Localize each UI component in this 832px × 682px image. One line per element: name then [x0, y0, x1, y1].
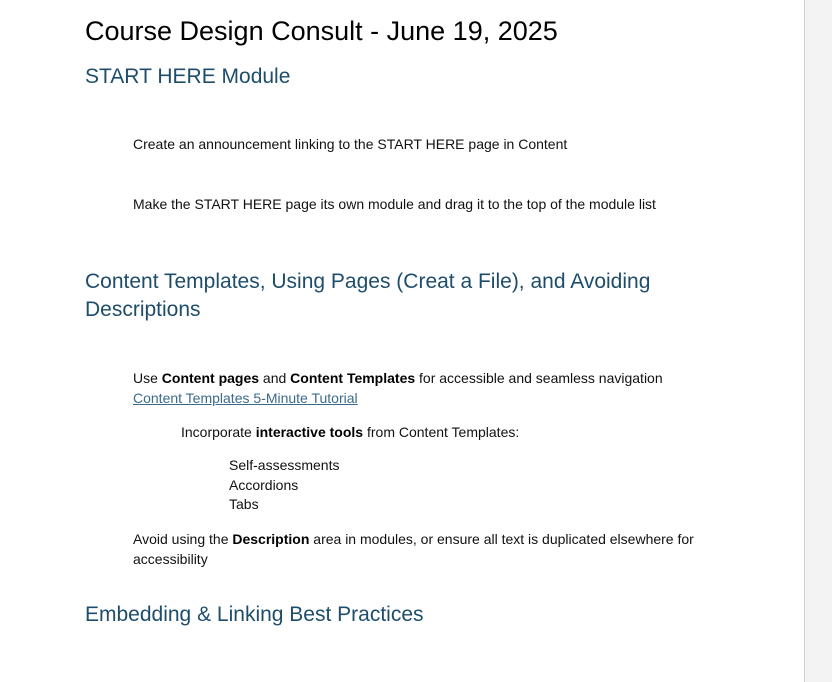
list-item: Tabs: [229, 496, 259, 512]
document-margin-edge: [804, 0, 832, 682]
interactive-tools-list: [229, 456, 339, 515]
list-item: Self-assessments: [229, 457, 340, 473]
use-mid: and: [259, 370, 291, 386]
avoid-suffix: area in modules, or ensure all text is duplicated elsewhere for accessibility: [133, 531, 694, 567]
content-templates-bold: Content Templates: [290, 370, 416, 386]
heading-start-here-module: START HERE Module: [85, 65, 291, 88]
use-suffix: for accessible and seamless navigation: [415, 370, 663, 386]
incorporate-suffix: from Content Templates:: [363, 424, 520, 440]
start-here-item-module: Make the START HERE page its own module and drag it to the top of the module list: [133, 196, 656, 212]
incorporate-prefix: Incorporate: [181, 424, 256, 440]
document-title: Course Design Consult - June 19, 2025: [85, 16, 558, 46]
incorporate-paragraph: [181, 422, 519, 442]
avoid-description-paragraph: [133, 529, 713, 569]
avoid-prefix: Avoid using the: [133, 531, 233, 547]
list-item: Accordions: [229, 476, 299, 493]
interactive-tools-bold: interactive tools: [255, 424, 364, 440]
use-prefix: Use: [133, 370, 162, 386]
heading-content-templates: Content Templates, Using Pages (Creat a File), and Avoiding Descriptions: [85, 270, 651, 321]
description-bold: Description: [232, 531, 310, 547]
use-content-pages-paragraph: [133, 368, 733, 408]
start-here-item-announcement: Create an announcement linking to the START HERE page in Content: [133, 136, 568, 152]
content-templates-tutorial-link[interactable]: Content Templates 5-Minute Tutorial: [133, 390, 358, 406]
content-pages-bold: Content pages: [161, 370, 260, 386]
heading-embedding-linking: Embedding & Linking Best Practices: [85, 603, 424, 626]
